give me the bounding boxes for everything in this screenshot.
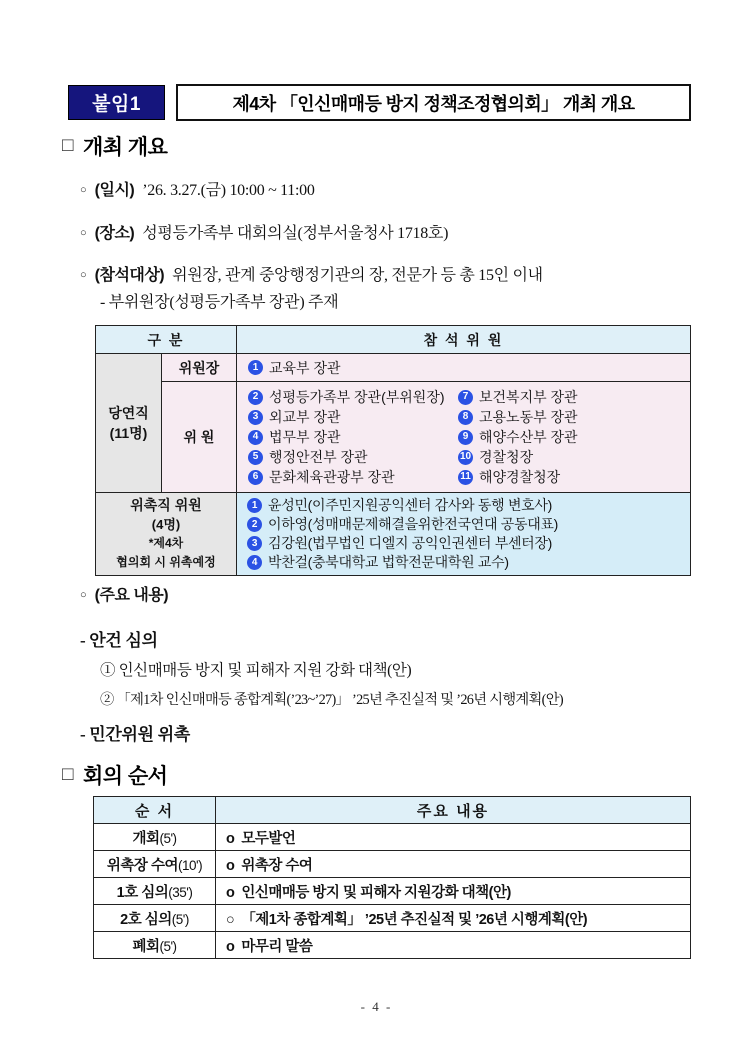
appointed-label-cell [96,493,237,576]
number-circle-icon: 4 [248,430,263,445]
section-heading-overview [62,131,167,161]
number-circle-icon: 8 [458,410,473,425]
attendees-label: (참석대상) [94,267,165,284]
meeting-order-table [93,796,691,959]
chairman-member-name: 교육부 장관 [269,359,341,376]
number-circle-icon: 6 [248,470,263,485]
member-name: 행정안전부 장관 [269,449,368,465]
table-row [94,824,691,851]
attendees-subnote: - 부위원장(성평등가족부 장관) 주재 [100,294,339,311]
member-name: 법무부 장관 [269,429,341,445]
step-time: (5') [159,830,177,846]
member-name: 경찰청장 [479,449,534,465]
table-row [94,851,691,878]
appointed-note-line2: 협의회 시 위촉예정 [116,555,216,569]
circle-bullet-icon: ○ [80,227,87,239]
appointed-member-name: 윤성민(이주민지원공익센터 감사와 동행 변호사) [268,497,552,513]
appointed-members-cell [237,493,691,576]
members-row [96,382,691,493]
row-content: 마무리 말씀 [241,938,313,955]
number-circle-icon: 2 [247,517,262,532]
datetime-value: ’26. 3.27.(금) 10:00 ~ 11:00 [142,182,315,199]
column-header-members: 참 석 위 원 [237,326,691,354]
attendees-value: 위원장, 관계 중앙행정기관의 장, 전문가 등 총 15인 이내 [172,267,543,284]
bullet-attendees [80,262,543,285]
chairman-member-cell [237,354,691,382]
number-circle-icon: 7 [458,390,473,405]
member-name: 외교부 장관 [269,409,341,425]
table-row [94,905,691,932]
square-bullet-icon: □ [62,135,73,156]
circle-bullet-icon: ○ [80,589,87,601]
document-title: 제4차 「인신매매등 방지 정책조정협의회」 개최 개요 [176,84,691,121]
section-heading-overview-label: 개최 개요 [82,136,168,159]
row-content: 「제1차 종합계획」 ’25년 추진실적 및 ’26년 시행계획(안) [241,911,588,928]
step-name: 폐회 [132,938,160,955]
appointed-label: 위촉직 위원 [130,497,202,513]
step-name: 개회 [132,830,160,847]
agenda-item-1: ① 인신매매등 방지 및 피해자 지원 강화 대책(안) [100,662,412,679]
number-circle-icon: 10 [458,450,473,465]
attachment-badge: 붙임1 [68,85,165,120]
ex-officio-group-name: 당연직 [108,405,149,421]
chairman-label-cell: 위원장 [162,354,237,382]
step-name: 위촉장 수여 [106,857,178,874]
agenda-heading: - 안건 심의 [80,631,158,650]
members-list-left [248,387,458,487]
members-label-cell: 위 원 [162,382,237,493]
circle-bullet-icon: ○ [80,184,87,196]
square-bullet-icon: □ [62,764,73,785]
chairman-row [96,354,691,382]
column-header-step: 순 서 [94,797,216,824]
member-name: 보건복지부 장관 [479,389,578,405]
row-content: 위촉장 수여 [241,857,313,874]
ex-officio-group-count: (11명) [109,425,148,441]
column-header-content: 주요 내용 [216,797,691,824]
row-bullet-icon: ○ [226,911,235,928]
row-content: 모두발언 [241,830,296,847]
column-header-category: 구 분 [96,326,237,354]
number-circle-icon: 3 [248,410,263,425]
step-time: (5') [159,938,177,954]
venue-value: 성평등가족부 대회의실(정부서울청사 1718호) [142,225,449,242]
row-bullet-icon: o [226,938,235,955]
step-time: (10') [177,857,203,873]
agenda-item-2: ② 「제1차 인신매매등 종합계획(’23~’27)」 ’25년 추진실적 및 ’26년 시행계획(안) [100,692,563,708]
ex-officio-group-cell [96,354,162,493]
appointed-row [96,493,691,576]
number-circle-icon: 5 [248,450,263,465]
bullet-main-content [80,582,168,605]
member-name: 성평등가족부 장관(부위원장) [269,389,445,405]
main-content-label: (주요 내용) [94,587,169,604]
section-heading-meeting-order-label: 회의 순서 [82,765,168,788]
circle-bullet-icon: ○ [80,269,87,281]
number-circle-icon: 11 [458,470,473,485]
member-name: 고용노동부 장관 [479,409,578,425]
step-name: 2호 심의 [120,911,172,928]
number-circle-icon: 3 [247,536,262,551]
row-bullet-icon: o [226,884,235,901]
table-row [94,878,691,905]
appointed-member-name: 김강원(법무법인 디엘지 공익인권센터 부센터장) [268,535,552,551]
row-bullet-icon: o [226,857,235,874]
committee-table-header-row [96,326,691,354]
second-agenda-heading: - 민간위원 위촉 [80,725,190,744]
members-list-right [458,387,578,487]
row-bullet-icon: o [226,830,235,847]
appointed-member-name: 박찬걸(충북대학교 법학전문대학원 교수) [268,554,509,570]
number-circle-icon: 1 [248,360,263,375]
number-circle-icon: 9 [458,430,473,445]
member-name: 해양수산부 장관 [479,429,578,445]
appointed-count: (4명) [151,517,181,532]
appointed-note-line1: *제4차 [148,536,184,550]
step-time: (35') [168,884,193,900]
step-time: (5') [171,911,189,927]
number-circle-icon: 2 [248,390,263,405]
table-row [94,932,691,959]
bullet-venue [80,220,448,243]
member-name: 해양경찰청장 [479,469,561,485]
member-name: 문화체육관광부 장관 [269,469,395,485]
committee-table [95,325,691,576]
appointed-member-name: 이하영(성매매문제해결을위한전국연대 공동대표) [268,516,559,532]
number-circle-icon: 1 [247,498,262,513]
bullet-datetime [80,177,315,200]
members-list-cell [237,382,691,493]
page-number: - 4 - [360,999,393,1014]
section-heading-meeting-order [62,760,167,790]
meeting-order-header-row [94,797,691,824]
row-content: 인신매매등 방지 및 피해자 지원강화 대책(안) [241,884,511,901]
datetime-label: (일시) [94,182,135,199]
number-circle-icon: 4 [247,555,262,570]
venue-label: (장소) [94,225,135,242]
step-name: 1호 심의 [116,884,169,901]
